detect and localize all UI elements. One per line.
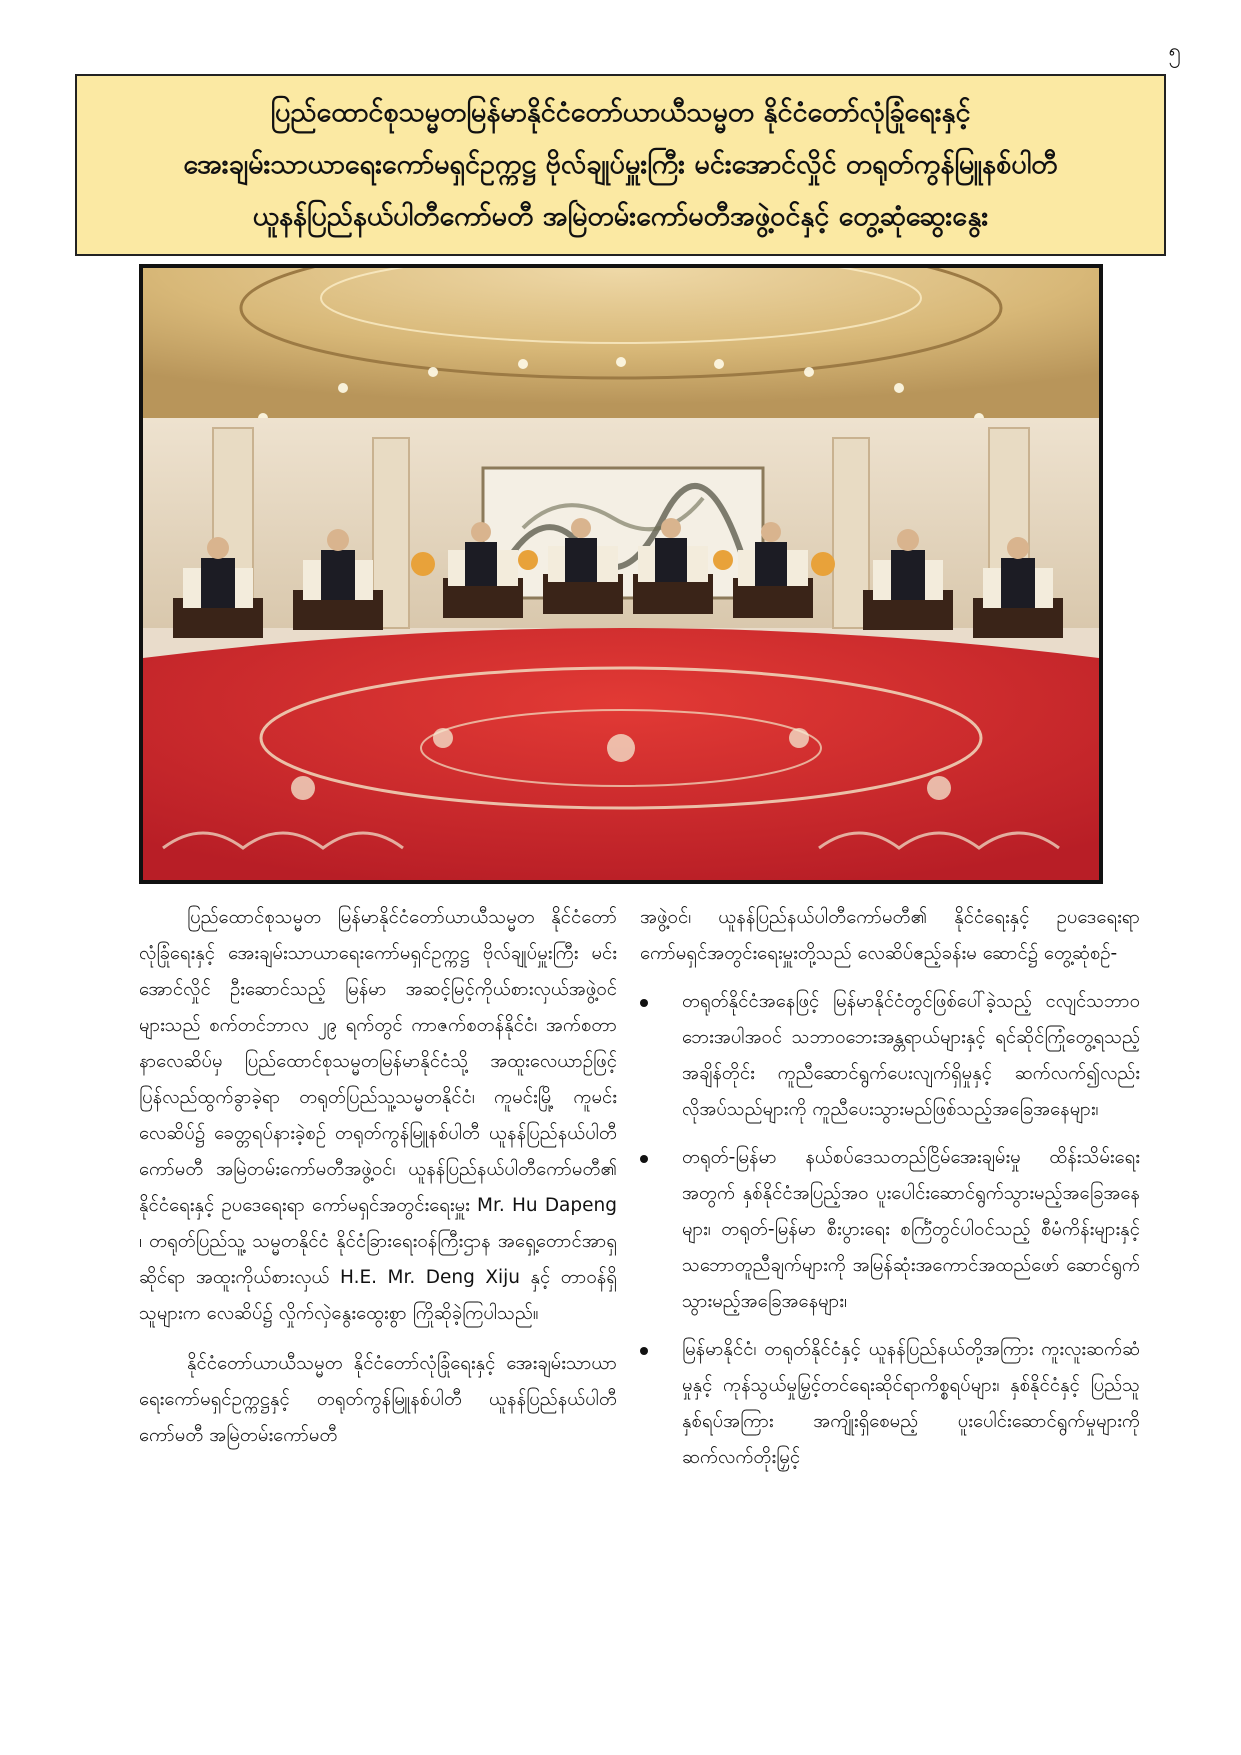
article-right-column: [640, 900, 1140, 1476]
article-left-column: [139, 900, 617, 1454]
page-number: ၅: [1168, 39, 1181, 64]
bullet-text: တရုတ်-မြန်မာ နယ်စပ်ဒေသတည်ငြိမ်အေးချမ်းမှု ထိန်းသိမ်းရေးအတွက် နှစ်နိုင်ငံအပြည့်အဝ ပူးပေါင်းဆောင်ရွက်သွားမည့်အခြေအနေများ၊ တရုတ်-မြန်မာ စီးပွားရေး စင်္ကြံတွင်ပါဝင်သည့် စီမံကိန်းများနှင့် သဘောတူညီချက်များကို အမြန်ဆုံးအကောင်အထည်ဖော် ဆောင်ရွက်သွားမည့်အခြေအနေများ၊: [682, 1147, 1140, 1312]
meeting-hall-photo: [139, 264, 1103, 884]
list-item: [640, 984, 1140, 1128]
headline-line-2: အေးချမ်းသာယာရေးကော်မရှင်ဥက္ကဋ္ဌ ဗိုလ်ချုပ်မှူးကြီး မင်းအောင်လှိုင် တရုတ်ကွန်မြူနစ်ပါတီ: [183, 149, 1058, 180]
article-paragraph-1: ပြည်ထောင်စုသမ္မတ မြန်မာနိုင်ငံတော်ယာယီသမ္မတ နိုင်ငံတော်လုံခြုံရေးနှင့် အေးချမ်းသာယာရေးကော်မရှင်ဥက္ကဋ္ဌ ဗိုလ်ချုပ်မှူးကြီး မင်းအောင်လှိုင် ဦးဆောင်သည့် မြန်မာ အဆင့်မြင့်ကိုယ်စားလှယ်အဖွဲ့ဝင်များသည် စက်တင်ဘာလ ၂၉ ရက်တွင် ကာဇက်စတန်နိုင်ငံ၊ အက်စတာနာလေဆိပ်မှ ပြည်ထောင်စုသမ္မတမြန်မာနိုင်ငံသို့ အထူးလေယာဉ်ဖြင့် ပြန်လည်ထွက်ခွာခဲ့ရာ တရုတ်ပြည်သူ့သမ္မတနိုင်ငံ၊ ကူမင်းမြို့ ကူမင်းလေဆိပ်၌ ခေတ္တရပ်နားခဲ့စဉ် တရုတ်ကွန်မြူနစ်ပါတီ ယူနန်ပြည်နယ်ပါတီကော်မတီ အမြဲတမ်းကော်မတီအဖွဲ့ဝင်၊ ယူနန်ပြည်နယ်ပါတီကော်မတီ၏ နိုင်ငံရေးနှင့် ဥပဒေရေးရာ ကော်မရှင်အတွင်းရေးမှူး Mr. Hu Dapeng ၊ တရုတ်ပြည်သူ့ သမ္မတနိုင်ငံ နိုင်ငံခြားရေးဝန်ကြီးဌာန အရှေ့တောင်အာရှ ဆိုင်ရာ အထူးကိုယ်စားလှယ် H.E. Mr. Deng Xiju နှင့် တာဝန်ရှိသူများက လေဆိပ်၌ လှိုက်လှဲနွေးထွေးစွာ ကြိုဆိုခဲ့ကြပါသည်။: [139, 907, 617, 1324]
headline-line-3: ယူနန်ပြည်နယ်ပါတီကော်မတီ အမြဲတမ်းကော်မတီအဖွဲ့ဝင်နှင့် တွေ့ဆုံဆွေးနွေး: [252, 201, 989, 232]
headline-line-1: ပြည်ထောင်စုသမ္မတမြန်မာနိုင်ငံတော်ယာယီသမ္မတ နိုင်ငံတော်လုံခြုံရေးနှင့်: [270, 97, 971, 128]
meeting-hall-illustration: [143, 268, 1099, 880]
bullet-icon: [640, 1347, 648, 1355]
article-right-intro: အဖွဲ့ဝင်၊ ယူနန်ပြည်နယ်ပါတီကော်မတီ၏ နိုင်ငံရေးနှင့် ဥပဒေရေးရာကော်မရှင်အတွင်းရေးမှူးတို့သည် လေဆိပ်ဧည့်ခန်းမ ဆောင်၌ တွေ့ဆုံစဉ်-: [640, 907, 1140, 964]
bullet-icon: [640, 1155, 648, 1163]
bullet-text: မြန်မာနိုင်ငံ၊ တရုတ်နိုင်ငံနှင့် ယူနန်ပြည်နယ်တို့အကြား ကူးလူးဆက်ဆံမှုနှင့် ကုန်သွယ်မှုမြှင့်တင်ရေးဆိုင်ရာကိစ္စရပ်များ၊ နှစ်နိုင်ငံနှင့် ပြည်သူနှစ်ရပ်အကြား အကျိုးရှိစေမည့် ပူးပေါင်းဆောင်ရွက်မှုများကို ဆက်လက်တိုးမြှင့်: [682, 1339, 1140, 1468]
bullet-icon: [640, 999, 648, 1007]
ceiling: [143, 268, 1099, 438]
discussion-points-list: [640, 984, 1140, 1476]
bullet-text: တရုတ်နိုင်ငံအနေဖြင့် မြန်မာနိုင်ငံတွင်ဖြစ်ပေါ်ခဲ့သည့် ငလျင်သဘာဝဘေးအပါအဝင် သဘာဝဘေးအန္တရာယ်များနှင့် ရင်ဆိုင်ကြုံတွေ့ရသည့်အချိန်တိုင်း ကူညီဆောင်ရွက်ပေးလျက်ရှိမှုနှင့် ဆက်လက်၍လည်း လိုအပ်သည်များကို ကူညီပေးသွားမည်ဖြစ်သည့်အခြေအနေများ၊: [682, 991, 1140, 1120]
list-item: [640, 1332, 1140, 1476]
headline-box: [75, 74, 1166, 256]
article-paragraph-2: နိုင်ငံတော်ယာယီသမ္မတ နိုင်ငံတော်လုံခြုံရေးနှင့် အေးချမ်းသာယာရေးကော်မရှင်ဥက္ကဋ္ဌနှင့် တရုတ်ကွန်မြူနစ်ပါတီ ယူနန်ပြည်နယ်ပါတီကော်မတီ အမြဲတမ်းကော်မတီ: [139, 1353, 617, 1446]
list-item: [640, 1140, 1140, 1320]
